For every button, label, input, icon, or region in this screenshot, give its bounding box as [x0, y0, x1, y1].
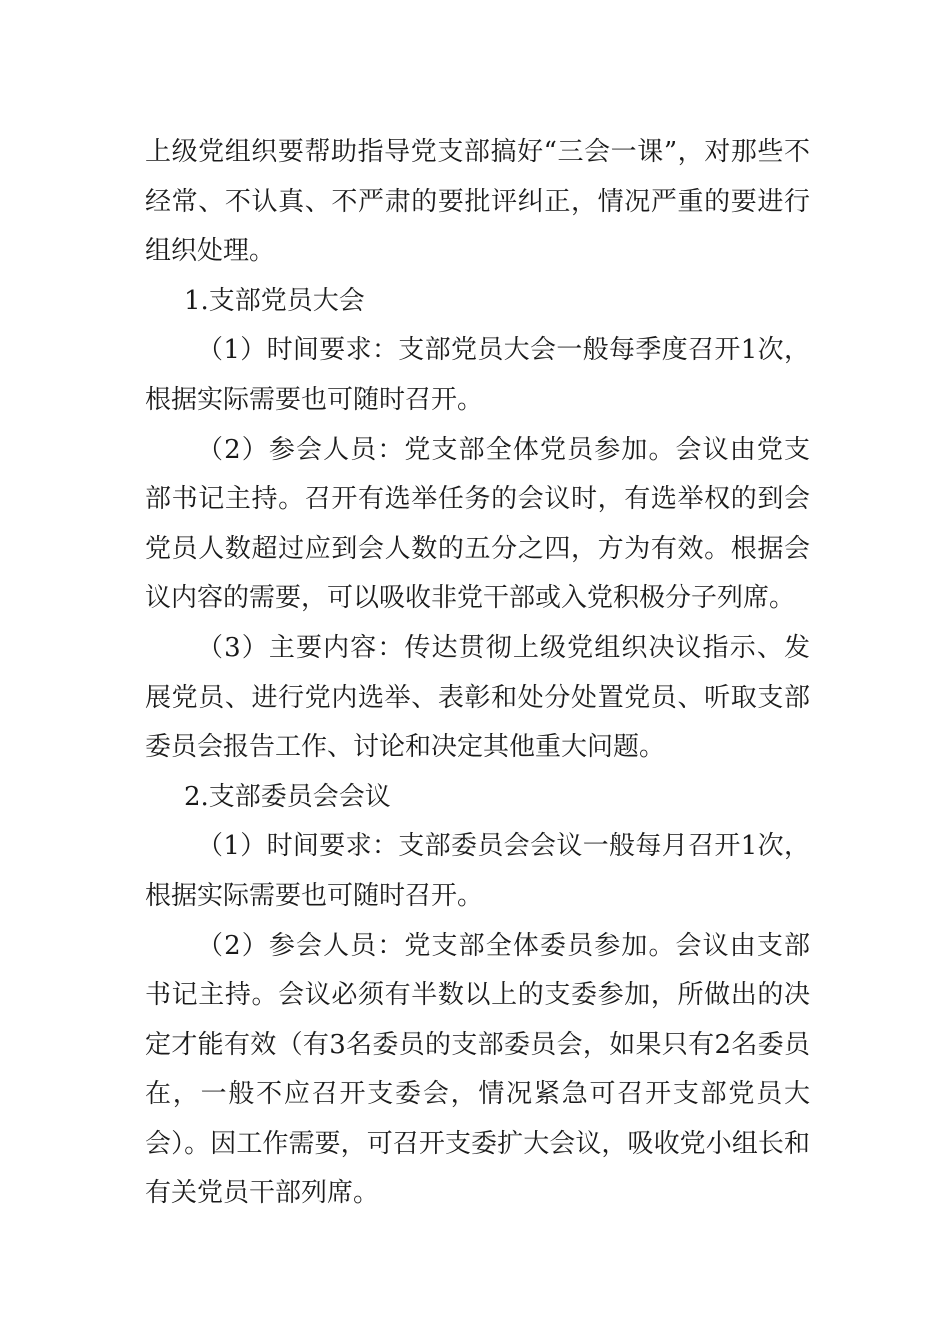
- paragraph-committee-meeting-time: （1）时间要求：支部委员会会议一般每月召开1次，根据实际需要也可随时召开。: [145, 831, 810, 911]
- section-heading-party-member-meeting: 1.支部党员大会: [184, 285, 365, 316]
- section-heading-committee-meeting: 2.支部委员会会议: [184, 781, 391, 812]
- paragraph-member-meeting-content: （3）主要内容：传达贯彻上级党组织决议指示、发展党员、进行党内选举、表彰和处分处置党员、听取支部委员会报告工作、讨论和决定其他重大问题。: [145, 632, 810, 763]
- document-body: [145, 128, 810, 1219]
- paragraph-member-meeting-participants: （2）参会人员：党支部全体党员参加。会议由党支部书记主持。召开有选举任务的会议时，有选举权的到会党员人数超过应到会人数的五分之四，方为有效。根据会议内容的需要，可以吸收非党干部或入党积极分子列席。: [145, 434, 810, 614]
- paragraph-member-meeting-time: （1）时间要求：支部党员大会一般每季度召开1次，根据实际需要也可随时召开。: [145, 335, 810, 415]
- paragraph-committee-meeting-participants: （2）参会人员：党支部全体委员参加。会议由支部书记主持。会议必须有半数以上的支委参加，所做出的决定才能有效（有3名委员的支部委员会，如果只有2名委员在，一般不应召开支委会，情况紧急可召开支部党员大会）。因工作需要，可召开支委扩大会议，吸收党小组长和有关党员干部列席。: [145, 930, 810, 1209]
- paragraph-intro: 上级党组织要帮助指导党支部搞好“三会一课”，对那些不经常、不认真、不严肃的要批评纠正，情况严重的要进行组织处理。: [145, 137, 810, 267]
